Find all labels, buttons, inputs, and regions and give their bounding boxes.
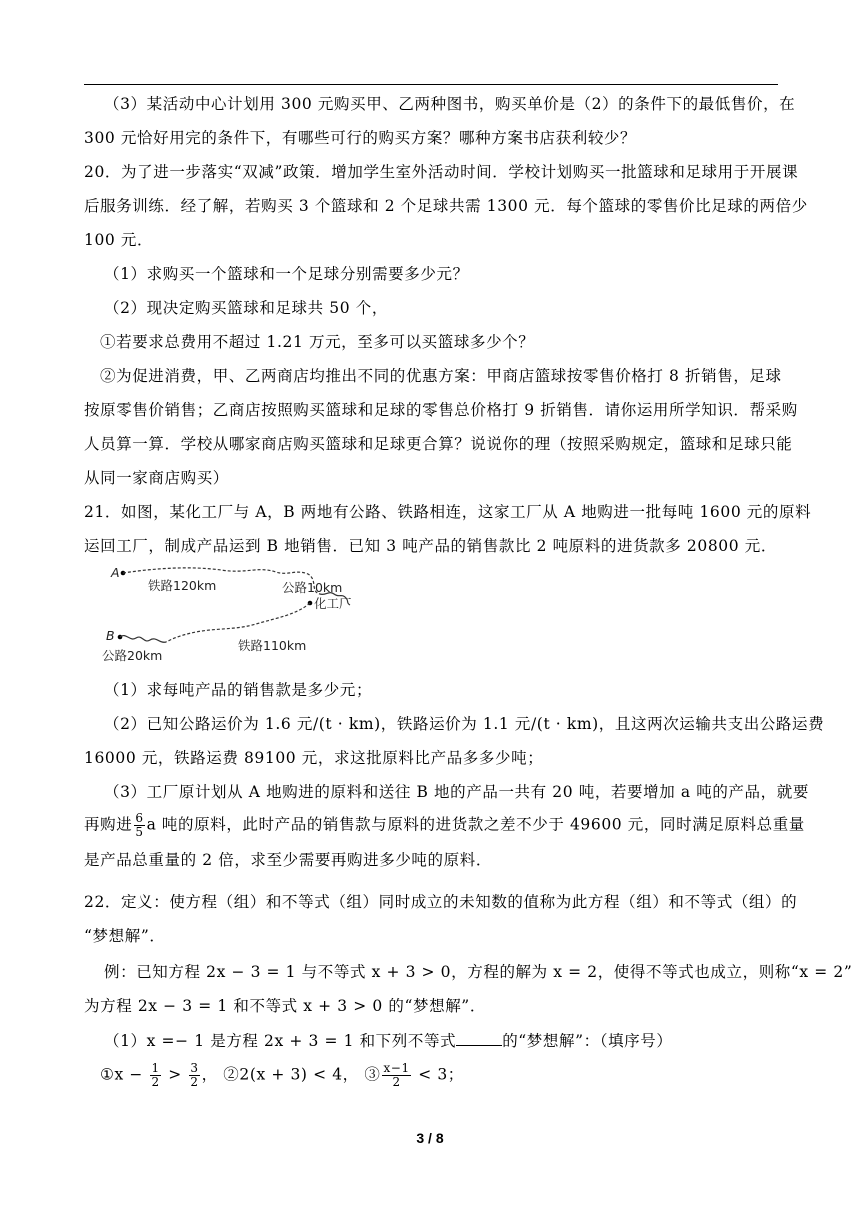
q19-part3-line2: 300 元恰好用完的条件下，有哪些可行的购买方案？哪种方案书店获利较少？ (84, 129, 637, 147)
opt3-post: < 3； (418, 1065, 464, 1084)
opt1-sep: ， (201, 1065, 218, 1084)
q21-part2-line1: （2）已知公路运价为 1.6 元/(t · km)，铁路运价为 1.1 元/(t · km)，且这两次运输共支出公路运费 (104, 715, 825, 733)
opt3-frac (382, 1062, 410, 1089)
q22-example-line1: 例：已知方程 2x − 3 = 1 与不等式 x + 3 > 0，方程的解为 x = 2，使得不等式也成立，则称“x = 2” (104, 963, 853, 981)
opt1-mid: > (168, 1065, 182, 1084)
q19-part3-line1: （3）某活动中心计划用 300 元购买甲、乙两种图书，购买单价是（2）的条件下的最低售价，在 (104, 95, 796, 113)
q22-example-line2: 为方程 2x − 3 = 1 和不等式 x + 3 > 0 的“梦想解”． (84, 997, 486, 1015)
q20-sub2-line2: 按原零售价销售；乙商店按照购买篮球和足球的零售总价格打 9 折销售．请你运用所学知识．帮采购 (84, 401, 798, 419)
opt1-frac1-den: 2 (151, 1075, 160, 1089)
opt1-frac1 (150, 1062, 160, 1089)
q21-part3-post: a 吨的原料，此时产品的销售款与原料的进货款之差不少于 49600 元，同时满足原料总重量 (146, 815, 805, 834)
opt1-frac1-num: 1 (151, 1061, 160, 1075)
q22-part1-pre: （1）x =− 1 是方程 2x + 3 = 1 和下列不等式 (104, 1032, 457, 1050)
q21-line1: 21．如图，某化工厂与 A，B 两地有公路、铁路相连，这家工厂从 A 地购进一批每吨 1600 元的原料 (84, 503, 812, 521)
q22-line1: 22．定义：使方程（组）和不等式（组）同时成立的未知数的值称为此方程（组）和不等式（组）的 (84, 893, 798, 911)
point-a-label: A (111, 565, 120, 580)
answer-blank[interactable] (456, 1030, 502, 1046)
q21-line2: 运回工厂，制成产品运到 B 地销售．已知 3 吨产品的销售款比 2 吨原料的进货款多 20800 元． (84, 537, 777, 555)
q20-sub2-line3: 人员算一算．学校从哪家商店购买篮球和足球更合算？说说你的理（按照采购规定，篮球和足球只能 (84, 435, 793, 453)
q21-part3-line1: （3）工厂原计划从 A 地购进的原料和送往 B 地的产品一共有 20 吨，若要增加 a 吨的产品，就要 (104, 783, 809, 801)
opt1-pre: ①x − (100, 1065, 143, 1084)
road-factory-label: 公路10km (282, 580, 343, 595)
q20-sub1: ①若要求总费用不超过 1.21 万元，至多可以买篮球多少个？ (100, 333, 535, 351)
opt3-pre: ③ (364, 1065, 381, 1084)
road-b-label: 公路20km (102, 648, 163, 663)
route-diagram (96, 560, 376, 670)
factory-label: 化工厂 (314, 596, 352, 611)
q20-sub2-line4: 从同一家商店购买） (84, 469, 229, 487)
q21-part3-line3: 是产品总重量的 2 倍，求至少需要再购进多少吨的原料． (84, 851, 492, 869)
q22-part1 (104, 1030, 778, 1051)
q21-part3-pre: 再购进 (84, 815, 133, 834)
opt1-frac2-num: 3 (190, 1061, 199, 1075)
rail-b-path (166, 603, 310, 642)
q22-line2: “梦想解”． (84, 927, 166, 945)
rail-b-label: 铁路110km (238, 638, 307, 653)
opt2: ②2(x + 3) < 4， (223, 1065, 359, 1084)
q21-part2-line2: 16000 元，铁路运费 89100 元，求这批原料比产品多多少吨； (84, 749, 544, 767)
q20-part2: （2）现决定购买篮球和足球共 50 个， (104, 299, 388, 317)
header-rule (84, 84, 778, 85)
q20-line1: 20．为了进一步落实“双减”政策．增加学生室外活动时间．学校计划购买一批篮球和足球用于开展课 (84, 163, 799, 181)
q22-part1-post: 的“梦想解”：（填序号） (502, 1032, 673, 1050)
rail-a-label: 铁路120km (148, 578, 217, 593)
q20-sub2-line1: ②为促进消费，甲、乙两商店均推出不同的优惠方案：甲商店篮球按零售价格打 8 折销售，足球 (100, 367, 782, 385)
point-b-label: B (106, 628, 115, 643)
q22-options (100, 1062, 778, 1089)
frac-den: 5 (135, 825, 144, 839)
fraction-six-fifths (134, 812, 144, 839)
q20-line2: 后服务训练．经了解，若购买 3 个篮球和 2 个足球共需 1300 元．每个篮球的零售价比足球的两倍少 (84, 197, 808, 215)
opt1-frac2 (189, 1062, 199, 1089)
opt1-frac2-den: 2 (190, 1075, 199, 1089)
frac-num: 6 (135, 811, 144, 825)
q20-line3: 100 元． (84, 231, 154, 249)
q20-part1: （1）求购买一个篮球和一个足球分别需要多少元？ (104, 265, 469, 283)
opt3-frac-num: x−1 (383, 1061, 410, 1075)
page-number: 3 / 8 (416, 1130, 444, 1146)
road-b-path (120, 636, 166, 643)
q21-part3-line2 (84, 811, 805, 839)
opt3-frac-den: 2 (392, 1075, 401, 1089)
q21-part1: （1）求每吨产品的销售款是多少元； (104, 681, 373, 699)
